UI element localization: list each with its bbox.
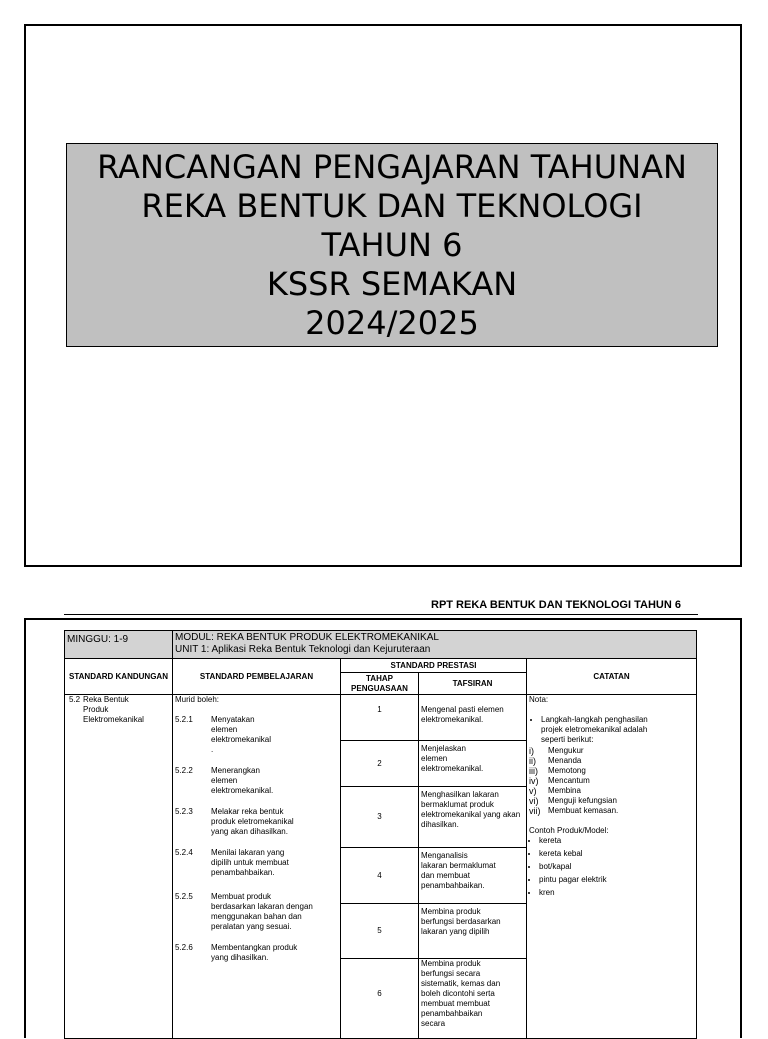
sp-code: 5.2.3 [175, 807, 193, 816]
sk-number: 5.2 [69, 695, 81, 704]
modul-cell [173, 631, 697, 659]
col-tafsiran: TAFSIRAN [419, 673, 527, 695]
step-item [529, 796, 694, 806]
sp-item [175, 807, 338, 837]
step-list [529, 746, 694, 816]
step-num: iv) [529, 776, 539, 786]
contoh-item: • kereta kebal [539, 849, 694, 859]
sk-title: Reka Bentuk Produk Elektromekanikal [83, 695, 144, 724]
standard-kandungan-cell [65, 695, 173, 1039]
tafsiran-text: Mengenal pasti elemen elektromekanikal. [419, 695, 527, 741]
tp-level: 2 [341, 741, 419, 787]
step-text: Menguji kefungsian [548, 796, 617, 805]
col-standard-prestasi: STANDARD PRESTASI [341, 659, 527, 673]
contoh-item: • bot/kapal [539, 862, 694, 872]
tp-level: 1 [341, 695, 419, 741]
contoh-label: Contoh Produk/Model: [529, 826, 609, 835]
catatan-intro-list [529, 715, 694, 745]
step-item [529, 756, 694, 766]
step-text: Membuat kemasan. [548, 806, 619, 815]
step-item [529, 766, 694, 776]
step-item [529, 806, 694, 816]
step-num: ii) [529, 756, 536, 766]
tafsiran-text: Menghasilkan lakaran bermaklumat produk elektromekanikal yang akan dihasilkan. [419, 787, 527, 848]
step-text: Mengukur [548, 746, 584, 755]
tp-level: 6 [341, 959, 419, 1039]
sp-item [175, 766, 338, 796]
tafsiran-text: Membina produk berfungsi secara sistematik, kemas dan boleh dicontohi serta membuat membuat penambahbaikan secara [419, 959, 527, 1039]
contoh-item: • kereta [539, 836, 694, 846]
contoh-list [529, 836, 694, 898]
murid-boleh-label: Murid boleh: [175, 695, 220, 704]
sp-code: 5.2.4 [175, 848, 193, 857]
tafsiran-text: Menjelaskan elemen elektromekanikal. [419, 741, 527, 787]
catatan-cell [527, 695, 697, 1039]
step-num: vii) [529, 806, 541, 816]
cover-title-line-2: REKA BENTUK DAN TEKNOLOGI [141, 186, 643, 225]
sp-text: Membentangkan produk yang dihasilkan. [211, 943, 298, 962]
standard-pembelajaran-cell [173, 695, 341, 1039]
tp-level: 5 [341, 904, 419, 959]
cover-title-box [66, 143, 718, 347]
sp-text: Melakar reka bentuk produk eletromekanikal yang akan dihasilkan. [211, 807, 294, 836]
contoh-item: • pintu pagar elektrik [539, 875, 694, 885]
modul-title: MODUL: REKA BENTUK PRODUK ELEKTROMEKANIKAL [175, 632, 439, 643]
page-header: RPT REKA BENTUK DAN TEKNOLOGI TAHUN 6 [431, 599, 681, 611]
sp-code: 5.2.5 [175, 892, 193, 901]
step-text: Memotong [548, 766, 586, 775]
step-text: Menanda [548, 756, 582, 765]
sp-text: Menilai lakaran yang dipilih untuk membuat penambahbaikan. [211, 848, 289, 877]
cover-title-line-4: KSSR SEMAKAN [266, 264, 518, 303]
col-standard-pembelajaran: STANDARD PEMBELAJARAN [173, 659, 341, 695]
sp-code: 5.2.1 [175, 715, 193, 724]
minggu-cell: MINGGU: 1-9 [65, 631, 173, 659]
tafsiran-text: Membina produk berfungsi berdasarkan lakaran yang dipilih [419, 904, 527, 959]
unit-title: UNIT 1: Aplikasi Reka Bentuk Teknologi dan Kejuruteraan [175, 644, 431, 655]
col-standard-kandungan: STANDARD KANDUNGAN [65, 659, 173, 695]
sp-item [175, 848, 338, 878]
rpt-table [64, 630, 697, 1039]
step-num: v) [529, 786, 537, 796]
sp-code: 5.2.2 [175, 766, 193, 775]
header-divider [64, 614, 698, 615]
cover-page [24, 24, 742, 567]
cover-title-line-1: RANCANGAN PENGAJARAN TAHUNAN [97, 147, 687, 186]
nota-label: Nota: [529, 695, 549, 704]
sp-code: 5.2.6 [175, 943, 193, 952]
cover-title-line-3: TAHUN 6 [321, 225, 463, 264]
tafsiran-text: Menganalisis lakaran bermaklumat dan membuat penambahbaikan. [419, 848, 527, 904]
step-item [529, 776, 694, 786]
catatan-intro: • Langkah-langkah penghasilan projek eletromekanikal adalah seperti berikut: [541, 715, 671, 745]
tp-level: 4 [341, 848, 419, 904]
col-tahap-penguasaan: TAHAP PENGUASAAN [341, 673, 419, 695]
cover-title-line-5: 2024/2025 [305, 303, 479, 342]
step-num: vi) [529, 796, 539, 806]
sp-item [175, 892, 338, 932]
sp-text: Membuat produk berdasarkan lakaran dengan menggunakan bahan dan peralatan yang sesuai. [211, 892, 313, 931]
col-catatan: CATATAN [527, 659, 697, 695]
tp-level: 3 [341, 787, 419, 848]
step-num: i) [529, 746, 534, 756]
step-item [529, 786, 694, 796]
sp-text: Menyatakan elemen elektromekanikal . [211, 715, 272, 754]
sp-item [175, 715, 338, 755]
step-text: Membina [548, 786, 581, 795]
contoh-item: • kren [539, 888, 694, 898]
sp-text: Menerangkan elemen elektromekanikal. [211, 766, 274, 795]
sp-item [175, 943, 338, 963]
step-text: Mencantum [548, 776, 590, 785]
step-num: iii) [529, 766, 538, 776]
step-item [529, 746, 694, 756]
